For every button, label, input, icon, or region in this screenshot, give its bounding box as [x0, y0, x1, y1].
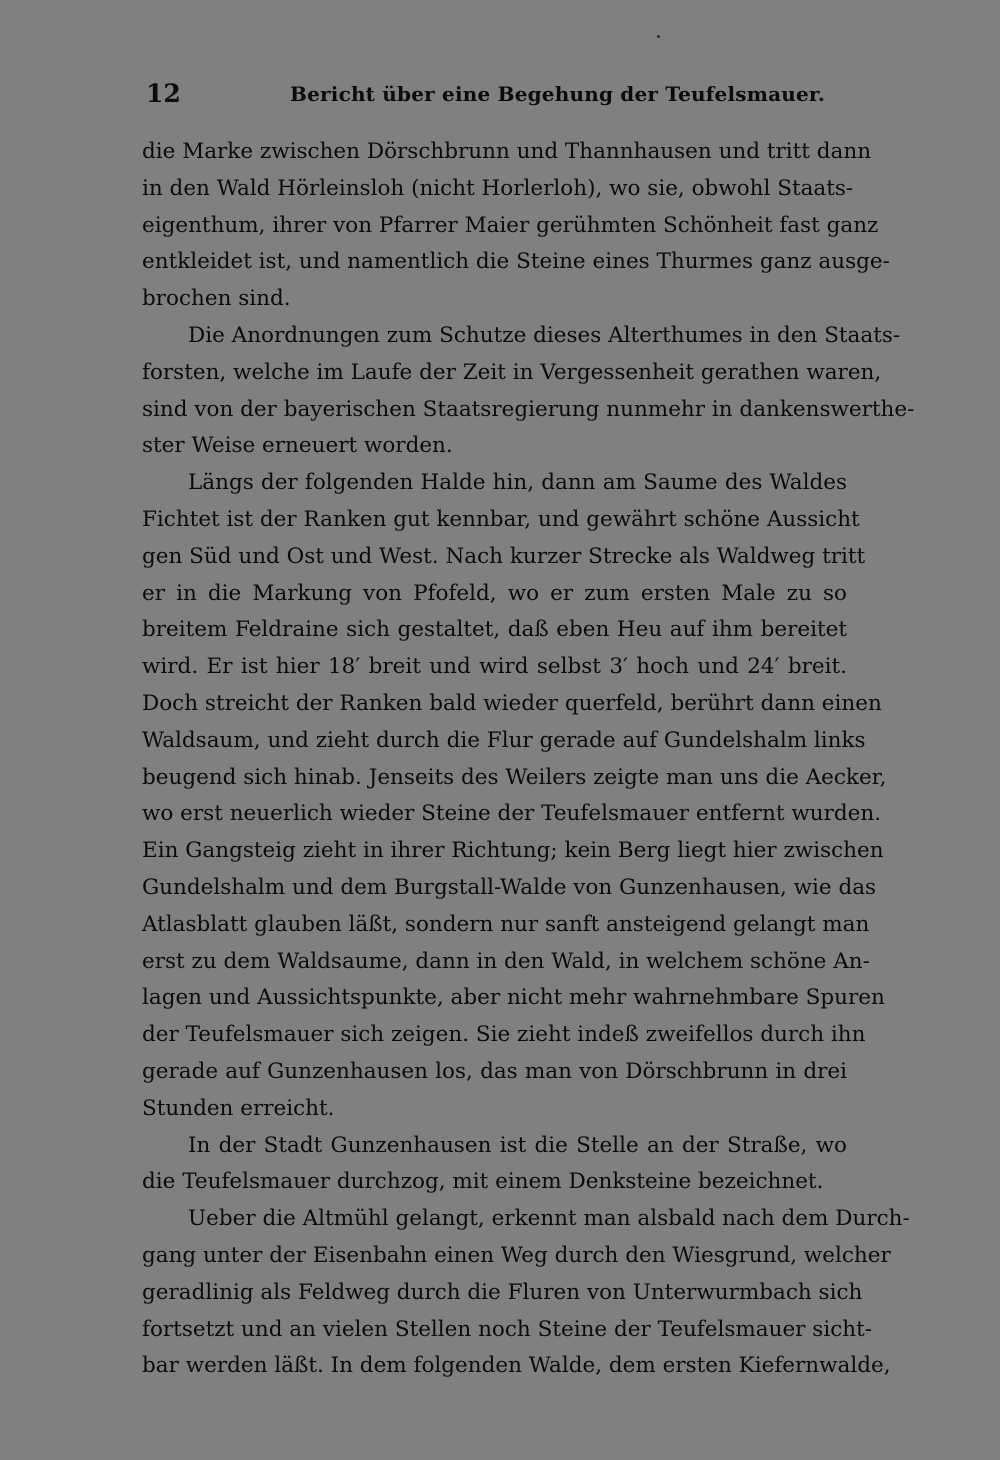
running-title: Bericht über eine Begehung der Teufelsmauer. [290, 82, 825, 106]
text-line: Stunden erreicht. [142, 1095, 335, 1121]
text-line: fortsetzt und an vielen Stellen noch Steine der Teufelsmauer sicht- [142, 1316, 872, 1342]
text-line: Atlasblatt glauben läßt, sondern nur sanft ansteigend gelangt man [142, 911, 870, 937]
text-line: erst zu dem Waldsaume, dann in den Wald, in welchem schöne An- [142, 948, 870, 974]
ink-speck [657, 35, 660, 38]
text-line: Längs der folgenden Halde hin, dann am Saume des Waldes [188, 470, 847, 496]
text-line: wird. Er ist hier 18′ breit und wird selbst 3′ hoch und 24′ breit. [142, 654, 847, 680]
text-line: bar werden läßt. In dem folgenden Walde, dem ersten Kiefernwalde, [142, 1353, 891, 1379]
text-line: wo erst neuerlich wieder Steine der Teufelsmauer entfernt wurden. [142, 801, 882, 827]
text-line: Fichtet ist der Ranken gut kennbar, und gewährt schöne Aussicht [142, 506, 860, 532]
text-line: entkleidet ist, und namentlich die Steine eines Thurmes ganz ausge- [142, 249, 890, 275]
text-line: breitem Feldraine sich gestaltet, daß eben Heu auf ihm bereitet [142, 617, 847, 643]
text-line: Doch streicht der Ranken bald wieder querfeld, berührt dann einen [142, 690, 882, 716]
body-text [142, 134, 915, 1385]
text-line: forsten, welche im Laufe der Zeit in Vergessenheit gerathen waren, [142, 359, 882, 385]
text-line: gen Süd und Ost und West. Nach kurzer Strecke als Waldweg tritt [142, 543, 866, 569]
text-line: brochen sind. [142, 286, 291, 312]
text-line: beugend sich hinab. Jenseits des Weilers zeigte man uns die Aecker, [142, 764, 887, 790]
text-line: gang unter der Eisenbahn einen Weg durch den Wiesgrund, welcher [142, 1242, 891, 1268]
text-line: In der Stadt Gunzenhausen ist die Stelle an der Straße, wo [188, 1132, 847, 1158]
text-line: gerade auf Gunzenhausen los, das man von Dörschbrunn in drei [142, 1058, 847, 1084]
text-line: die Teufelsmauer durchzog, mit einem Denksteine bezeichnet. [142, 1169, 824, 1195]
text-line: ster Weise erneuert worden. [142, 433, 453, 459]
text-line: die Marke zwischen Dörschbrunn und Thannhausen und tritt dann [142, 139, 872, 164]
text-line: Ein Gangsteig zieht in ihrer Richtung; kein Berg liegt hier zwischen [142, 838, 884, 864]
text-line: er in die Markung von Pfofeld, wo er zum ersten Male zu so [142, 580, 847, 606]
text-line: in den Wald Hörleinsloh (nicht Horlerloh), wo sie, obwohl Staats- [142, 175, 854, 201]
text-line: sind von der bayerischen Staatsregierung nunmehr in dankenswerthe- [142, 396, 915, 422]
text-line: Ueber die Altmühl gelangt, erkennt man alsbald nach dem Durch- [188, 1206, 910, 1232]
text-line: eigenthum, ihrer von Pfarrer Maier gerühmten Schönheit fast ganz [142, 212, 879, 238]
text-line: Waldsaum, und zieht durch die Flur gerade auf Gundelshalm links [142, 727, 866, 753]
text-line: der Teufelsmauer sich zeigen. Sie zieht indeß zweifellos durch ihn [142, 1022, 866, 1048]
text-line: geradlinig als Feldweg durch die Fluren von Unterwurmbach sich [142, 1279, 863, 1305]
page-header [146, 76, 846, 112]
text-line: Die Anordnungen zum Schutze dieses Alterthumes in den Staats- [188, 322, 901, 348]
text-line: Gundelshalm und dem Burgstall-Walde von Gunzenhausen, wie das [142, 874, 877, 900]
text-line: lagen und Aussichtspunkte, aber nicht mehr wahrnehmbare Spuren [142, 985, 885, 1011]
page-number: 12 [146, 79, 181, 108]
